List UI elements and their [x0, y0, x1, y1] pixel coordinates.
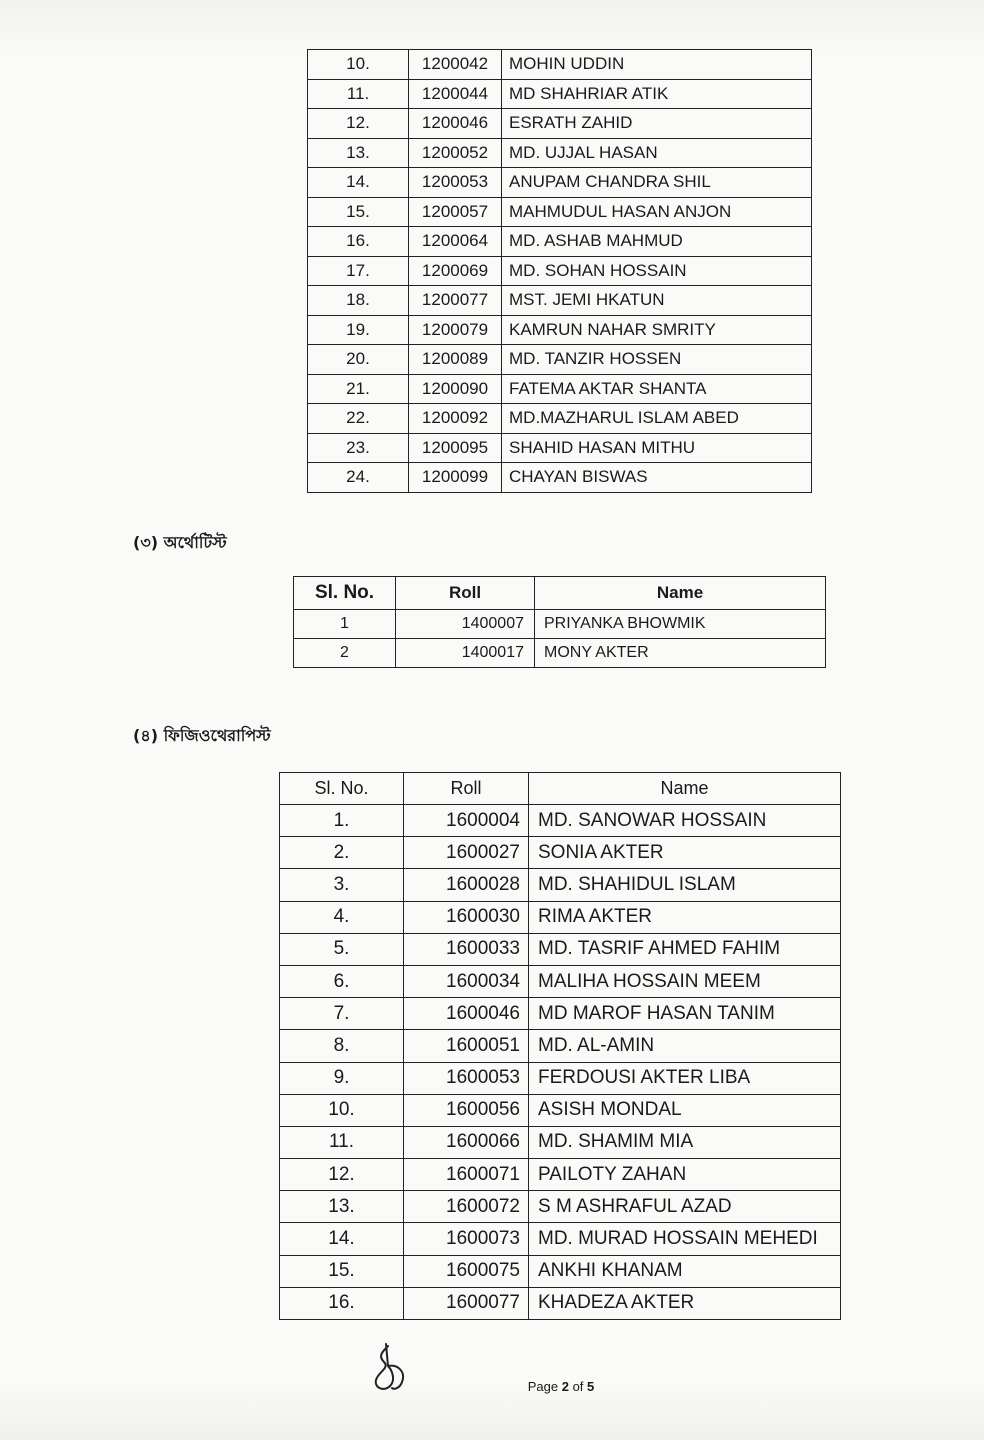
page-current: 2	[561, 1379, 569, 1394]
cell-name: KHADEZA AKTER	[529, 1287, 841, 1319]
header-sl-no: Sl. No.	[294, 577, 396, 610]
cell-sl-no: 14.	[280, 1223, 404, 1255]
cell-name: PAILOTY ZAHAN	[529, 1159, 841, 1191]
cell-name: FATEMA AKTAR SHANTA	[502, 374, 812, 404]
table-row	[280, 998, 841, 1030]
cell-roll: 1200092	[409, 404, 502, 434]
cell-sl-no: 5.	[280, 933, 404, 965]
cell-roll: 1600071	[404, 1159, 529, 1191]
cell-roll: 1600030	[404, 901, 529, 933]
cell-roll: 1200064	[409, 227, 502, 257]
cell-roll: 1200099	[409, 463, 502, 493]
cell-name: KAMRUN NAHAR SMRITY	[502, 315, 812, 345]
of-word: of	[572, 1379, 584, 1394]
table-row	[308, 315, 812, 345]
cell-name: PRIYANKA BHOWMIK	[535, 610, 826, 639]
cell-roll: 1600075	[404, 1255, 529, 1287]
cell-roll: 1600028	[404, 869, 529, 901]
cell-sl-no: 10.	[308, 50, 409, 80]
cell-sl-no: 11.	[280, 1126, 404, 1158]
cell-roll: 1200069	[409, 256, 502, 286]
cell-roll: 1600066	[404, 1126, 529, 1158]
cell-roll: 1600033	[404, 933, 529, 965]
table-row	[308, 374, 812, 404]
header-name: Name	[535, 577, 826, 610]
cell-sl-no: 15.	[308, 197, 409, 227]
cell-sl-no: 16.	[280, 1287, 404, 1319]
cell-name: MD SHAHRIAR ATIK	[502, 79, 812, 109]
cell-sl-no: 17.	[308, 256, 409, 286]
cell-name: MD. ASHAB MAHMUD	[502, 227, 812, 257]
section-heading-orthotist: (৩) অর্থোটিস্ট	[133, 533, 227, 552]
cell-name: MAHMUDUL HASAN ANJON	[502, 197, 812, 227]
table-row	[280, 1030, 841, 1062]
table-row	[308, 463, 812, 493]
cell-sl-no: 19.	[308, 315, 409, 345]
cell-sl-no: 18.	[308, 286, 409, 316]
header-roll: Roll	[404, 773, 529, 805]
cell-roll: 1600056	[404, 1094, 529, 1126]
cell-sl-no: 12.	[308, 109, 409, 139]
cell-roll: 1600004	[404, 805, 529, 837]
table-row	[308, 404, 812, 434]
cell-sl-no: 8.	[280, 1030, 404, 1062]
table-row	[280, 1094, 841, 1126]
table-row	[308, 286, 812, 316]
cell-sl-no: 16.	[308, 227, 409, 257]
cell-sl-no: 6.	[280, 965, 404, 997]
page-footer	[0, 1379, 984, 1394]
table-header	[294, 577, 826, 610]
table-header	[280, 773, 841, 805]
cell-roll: 1600027	[404, 837, 529, 869]
table-row	[280, 933, 841, 965]
cell-roll: 1400007	[396, 610, 535, 639]
cell-sl-no: 21.	[308, 374, 409, 404]
cell-roll: 1200044	[409, 79, 502, 109]
cell-sl-no: 1.	[280, 805, 404, 837]
cell-sl-no: 3.	[280, 869, 404, 901]
cell-sl-no: 2	[294, 639, 396, 668]
cell-name: ANUPAM CHANDRA SHIL	[502, 168, 812, 198]
cell-roll: 1200077	[409, 286, 502, 316]
cell-roll: 1200042	[409, 50, 502, 80]
table-row	[280, 901, 841, 933]
table-row	[308, 168, 812, 198]
cell-roll: 1200079	[409, 315, 502, 345]
table-body	[308, 50, 812, 493]
cell-sl-no: 7.	[280, 998, 404, 1030]
cell-roll: 1400017	[396, 639, 535, 668]
table-row	[280, 1191, 841, 1223]
cell-name: MD. MURAD HOSSAIN MEHEDI	[529, 1223, 841, 1255]
cell-roll: 1600077	[404, 1287, 529, 1319]
cell-name: MD. SOHAN HOSSAIN	[502, 256, 812, 286]
cell-sl-no: 12.	[280, 1159, 404, 1191]
cell-roll: 1600034	[404, 965, 529, 997]
cell-sl-no: 9.	[280, 1062, 404, 1094]
table-row	[280, 1223, 841, 1255]
cell-sl-no: 13.	[308, 138, 409, 168]
cell-sl-no: 10.	[280, 1094, 404, 1126]
table-row	[294, 639, 826, 668]
cell-name: SONIA AKTER	[529, 837, 841, 869]
table-row	[308, 79, 812, 109]
table-row	[280, 869, 841, 901]
cell-roll: 1200057	[409, 197, 502, 227]
table-row	[280, 1062, 841, 1094]
cell-roll: 1600046	[404, 998, 529, 1030]
table-row	[308, 109, 812, 139]
cell-name: MST. JEMI HKATUN	[502, 286, 812, 316]
cell-sl-no: 24.	[308, 463, 409, 493]
table-row	[308, 433, 812, 463]
table-row	[280, 805, 841, 837]
cell-name: FERDOUSI AKTER LIBA	[529, 1062, 841, 1094]
cell-name: ASISH MONDAL	[529, 1094, 841, 1126]
table-row	[294, 610, 826, 639]
cell-name: MOHIN UDDIN	[502, 50, 812, 80]
cell-sl-no: 20.	[308, 345, 409, 375]
cell-name: SHAHID HASAN MITHU	[502, 433, 812, 463]
cell-name: MD. TANZIR HOSSEN	[502, 345, 812, 375]
cell-name: MONY AKTER	[535, 639, 826, 668]
cell-name: MD MAROF HASAN TANIM	[529, 998, 841, 1030]
table-orthotist	[293, 576, 826, 668]
table-body	[294, 610, 826, 668]
cell-sl-no: 23.	[308, 433, 409, 463]
cell-name: S M ASHRAFUL AZAD	[529, 1191, 841, 1223]
header-sl-no: Sl. No.	[280, 773, 404, 805]
cell-roll: 1200053	[409, 168, 502, 198]
table-row	[308, 138, 812, 168]
table-row	[308, 50, 812, 80]
cell-name: MD. SHAHIDUL ISLAM	[529, 869, 841, 901]
cell-roll: 1600051	[404, 1030, 529, 1062]
table-row	[308, 227, 812, 257]
cell-sl-no: 1	[294, 610, 396, 639]
cell-roll: 1600053	[404, 1062, 529, 1094]
cell-name: CHAYAN BISWAS	[502, 463, 812, 493]
cell-sl-no: 2.	[280, 837, 404, 869]
cell-name: MD. SANOWAR HOSSAIN	[529, 805, 841, 837]
table-row	[280, 837, 841, 869]
page-word: Page	[527, 1379, 559, 1394]
page-total: 5	[587, 1379, 595, 1394]
table-row	[308, 197, 812, 227]
header-roll: Roll	[396, 577, 535, 610]
cell-roll: 1600072	[404, 1191, 529, 1223]
cell-name: MD.MAZHARUL ISLAM ABED	[502, 404, 812, 434]
table-body	[280, 805, 841, 1320]
cell-name: RIMA AKTER	[529, 901, 841, 933]
cell-name: MD. UJJAL HASAN	[502, 138, 812, 168]
header-name: Name	[529, 773, 841, 805]
cell-sl-no: 4.	[280, 901, 404, 933]
table-row	[280, 1126, 841, 1158]
cell-roll: 1200090	[409, 374, 502, 404]
cell-roll: 1600073	[404, 1223, 529, 1255]
cell-sl-no: 22.	[308, 404, 409, 434]
cell-name: MD. AL-AMIN	[529, 1030, 841, 1062]
section-heading-physiotherapist: (৪) ফিজিওথেরাপিস্ট	[133, 726, 271, 745]
table-row	[280, 1255, 841, 1287]
table-physiotherapist	[279, 772, 841, 1320]
table-continued	[307, 49, 812, 493]
cell-roll: 1200052	[409, 138, 502, 168]
cell-name: MD. TASRIF AHMED FAHIM	[529, 933, 841, 965]
cell-sl-no: 15.	[280, 1255, 404, 1287]
table-row	[280, 1159, 841, 1191]
table-row	[280, 965, 841, 997]
table-row	[280, 1287, 841, 1319]
cell-sl-no: 11.	[308, 79, 409, 109]
cell-name: MALIHA HOSSAIN MEEM	[529, 965, 841, 997]
table-row	[308, 345, 812, 375]
table-row	[308, 256, 812, 286]
cell-sl-no: 13.	[280, 1191, 404, 1223]
cell-name: ESRATH ZAHID	[502, 109, 812, 139]
cell-roll: 1200046	[409, 109, 502, 139]
cell-name: ANKHI KHANAM	[529, 1255, 841, 1287]
cell-sl-no: 14.	[308, 168, 409, 198]
cell-roll: 1200095	[409, 433, 502, 463]
cell-name: MD. SHAMIM MIA	[529, 1126, 841, 1158]
cell-roll: 1200089	[409, 345, 502, 375]
